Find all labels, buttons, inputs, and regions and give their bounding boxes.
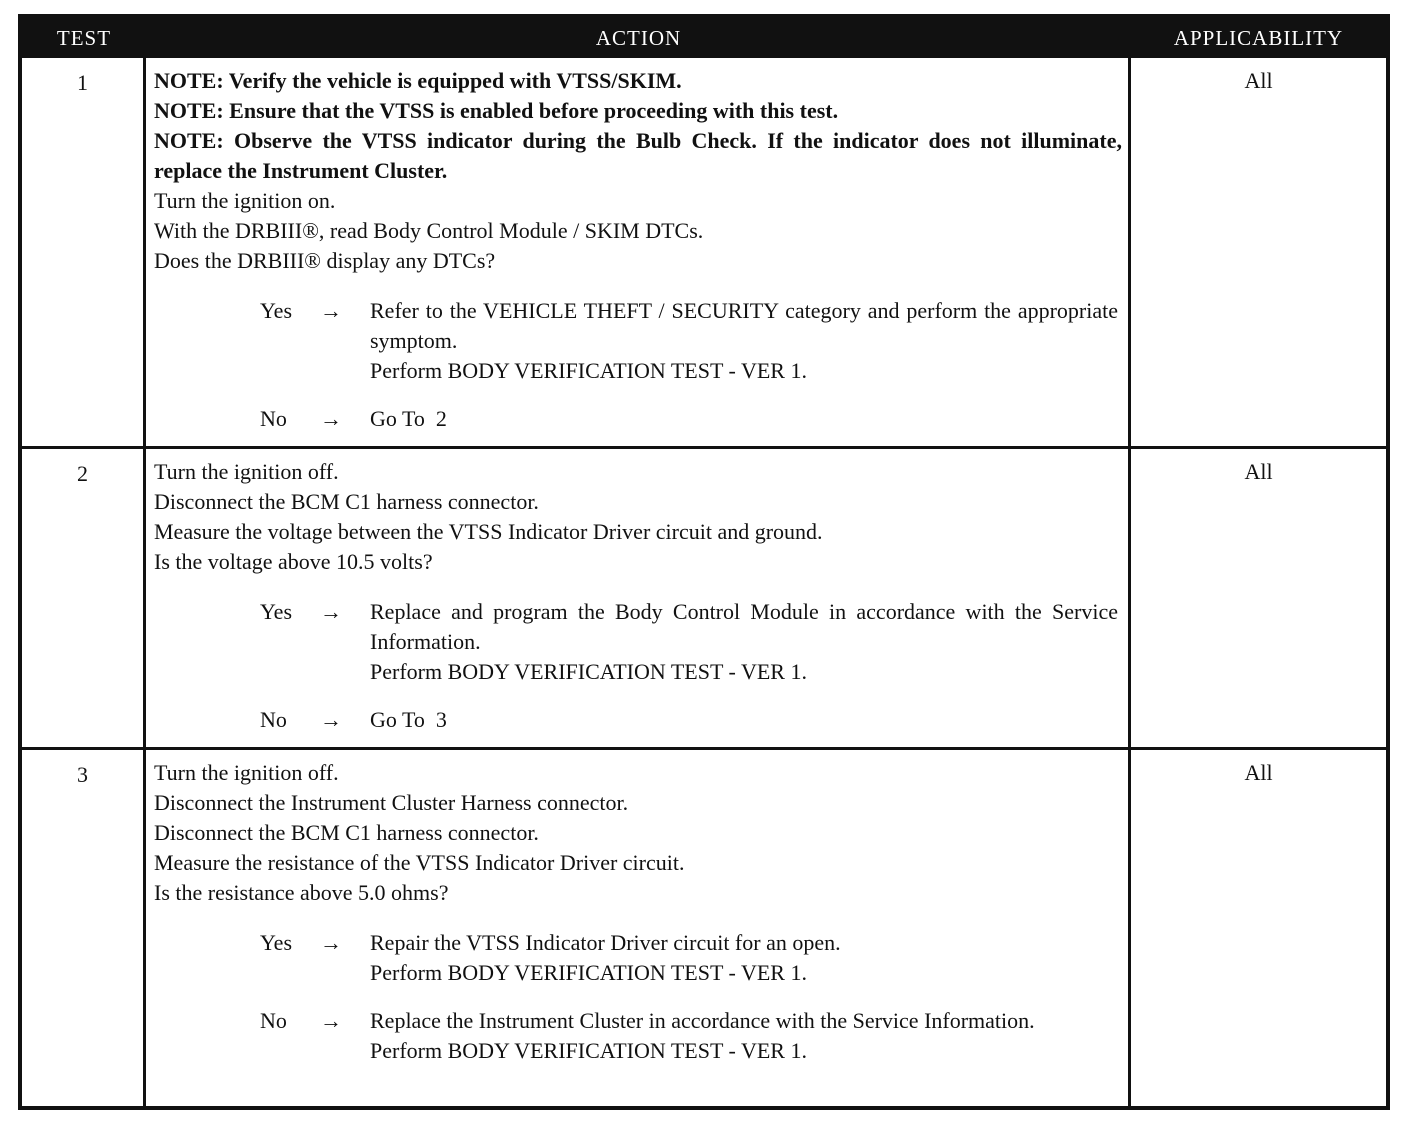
action-cell: [146, 449, 1131, 747]
no-body: [370, 705, 1122, 735]
step-line: Measure the resistance of the VTSS Indicator Driver circuit.: [154, 850, 685, 875]
answer-line: Go To 2: [370, 406, 447, 431]
yes-answer: [154, 296, 1122, 386]
yes-label: Yes: [260, 599, 293, 624]
arrow-icon: →: [320, 930, 342, 955]
table-row: [22, 58, 1386, 449]
arrow-icon: →: [320, 599, 342, 624]
header-applicability: APPLICABILITY: [1173, 25, 1344, 50]
step-line: Measure the voltage between the VTSS Indicator Driver circuit and ground.: [154, 519, 823, 544]
note-line: NOTE: Verify the vehicle is equipped with VTSS/SKIM.: [154, 68, 682, 93]
no-answer: [154, 1006, 1122, 1066]
arrow-icon: →: [320, 298, 342, 323]
action-cell: [146, 750, 1131, 1106]
step-line: Does the DRBIII® display any DTCs?: [154, 248, 496, 273]
no-label: No: [260, 707, 287, 732]
step-line: Disconnect the BCM C1 harness connector.: [154, 489, 539, 514]
no-label: No: [260, 1008, 287, 1033]
step-line: Is the resistance above 5.0 ohms?: [154, 880, 449, 905]
note-line: NOTE: Observe the VTSS indicator during the Bulb Check. If the indicator does not illuminate, replace the Instrument Cluster.: [154, 128, 1122, 183]
step-line: Disconnect the BCM C1 harness connector.: [154, 820, 539, 845]
arrow-icon: →: [320, 1008, 342, 1033]
no-answer: [154, 404, 1122, 434]
answer-line: Perform BODY VERIFICATION TEST - VER 1.: [370, 960, 807, 985]
test-number: 2: [22, 449, 146, 747]
table-header: [22, 18, 1386, 58]
header-action: ACTION: [595, 25, 682, 50]
step-line: With the DRBIII®, read Body Control Module / SKIM DTCs.: [154, 218, 704, 243]
applicability-value: All: [1244, 68, 1273, 93]
no-answer: [154, 705, 1122, 735]
answers: [154, 928, 1122, 1066]
yes-answer: [154, 597, 1122, 687]
answers: [154, 597, 1122, 735]
header-test: TEST: [56, 25, 112, 50]
step-line: Turn the ignition off.: [154, 459, 339, 484]
yes-answer: [154, 928, 1122, 988]
no-label: No: [260, 406, 287, 431]
table-row: [22, 750, 1386, 1106]
step-line: Disconnect the Instrument Cluster Harness connector.: [154, 790, 629, 815]
test-number: 3: [22, 750, 146, 1106]
yes-label: Yes: [260, 930, 293, 955]
answer-line: Repair the VTSS Indicator Driver circuit for an open.: [370, 930, 841, 955]
answer-line: Perform BODY VERIFICATION TEST - VER 1.: [370, 1038, 807, 1063]
yes-body: [370, 597, 1122, 687]
step-line: Turn the ignition off.: [154, 760, 339, 785]
answers: [154, 296, 1122, 434]
note-line: NOTE: Ensure that the VTSS is enabled before proceeding with this test.: [154, 98, 839, 123]
answer-line: Replace the Instrument Cluster in accordance with the Service Information.: [370, 1008, 1035, 1033]
diagnostic-table: [18, 14, 1390, 1110]
applicability-value: All: [1244, 459, 1273, 484]
answer-line: Go To 3: [370, 707, 447, 732]
no-body: [370, 404, 1122, 434]
answer-line: Perform BODY VERIFICATION TEST - VER 1.: [370, 659, 807, 684]
yes-body: [370, 296, 1122, 386]
arrow-icon: →: [320, 707, 342, 732]
answer-line: Perform BODY VERIFICATION TEST - VER 1.: [370, 358, 807, 383]
table-row: [22, 449, 1386, 750]
no-body: [370, 1006, 1122, 1066]
yes-body: [370, 928, 1122, 988]
answer-line: Replace and program the Body Control Module in accordance with the Service Information.: [370, 599, 1118, 654]
step-line: Turn the ignition on.: [154, 188, 336, 213]
arrow-icon: →: [320, 406, 342, 431]
applicability-value: All: [1244, 760, 1273, 785]
action-cell: [146, 58, 1131, 446]
test-number: 1: [22, 58, 146, 446]
yes-label: Yes: [260, 298, 293, 323]
answer-line: Refer to the VEHICLE THEFT / SECURITY category and perform the appropriate symptom.: [370, 298, 1118, 353]
step-line: Is the voltage above 10.5 volts?: [154, 549, 433, 574]
